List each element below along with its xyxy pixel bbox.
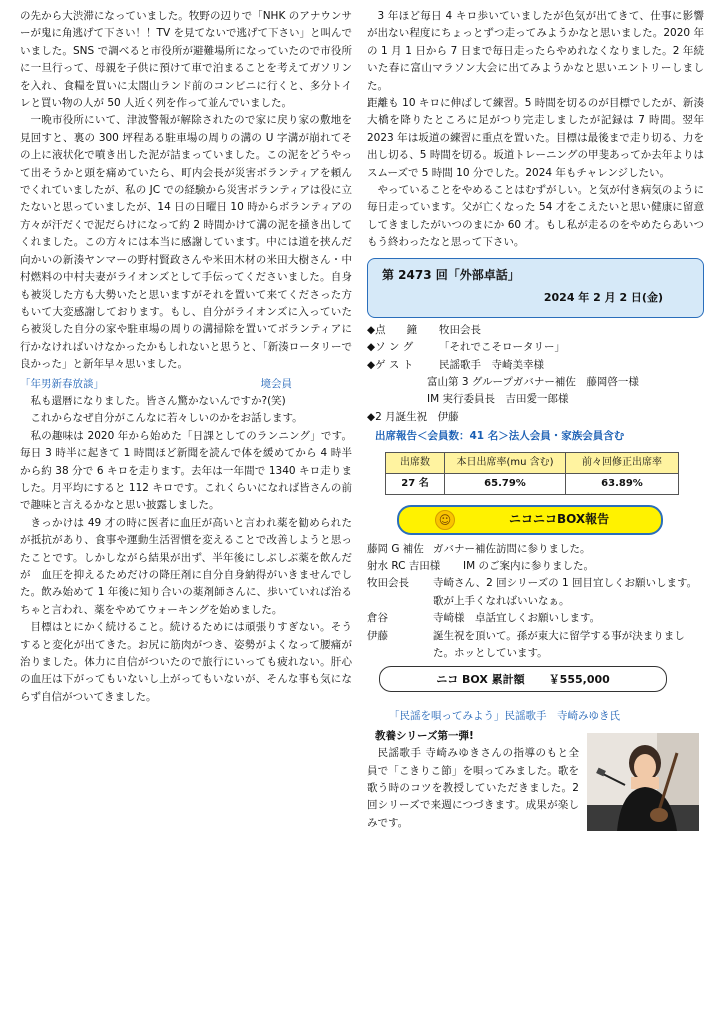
- guest-line: 富山第 3 グループガバナー補佐 藤岡啓一様: [427, 375, 639, 388]
- info-value: 民謡歌手 寺崎美幸様: [439, 358, 544, 371]
- meeting-date: 2024 年 2 月 2 日(金): [543, 290, 663, 304]
- speech-speaker: 境会員: [260, 377, 292, 390]
- info-label: ◆点 鐘: [367, 323, 418, 336]
- paragraph: 3 年ほど毎日 4 キロ歩いていましたが色気が出てきて、仕事に影響が出ない程度にちょっとずつ走ってみようかなと思いました。2020 年の 1 月 1 日から 7 日まで毎日走ったらやめれなくなりました。2 年続いた春に富山マラソン大会に出てみようかなと思いエントリーしました。: [367, 10, 704, 92]
- meeting-title: 第 2473 回「外部卓話」: [382, 267, 520, 282]
- attendance-table: [385, 452, 679, 495]
- niko-who: 倉谷: [367, 612, 388, 625]
- table-cell: 63.89%: [566, 473, 679, 494]
- niko-box-title: ニコニコBOX報告: [509, 511, 610, 526]
- niko-msg: 寺崎様 卓話宜しくお願いします。: [433, 612, 601, 625]
- niko-who: 藤岡 G 補佐: [367, 542, 424, 555]
- table-row: [386, 473, 679, 494]
- folk-paragraph: [367, 745, 579, 832]
- table-header-row: [386, 452, 679, 473]
- niko-total-banner: [379, 666, 667, 692]
- birthday-line: ◆2 月誕生祝 伊藤: [367, 410, 459, 423]
- info-row: [367, 339, 704, 356]
- niko-box-list: [367, 541, 704, 663]
- paragraph: 距離も 10 キロに伸ばして練習。5 時間を切るのが目標でしたが、新湊大橋を降りたところに足がつり完走しましたが記録は 7 時間。翌年 2023 年は坂道の練習に重点を置いた。目標は最後まで走り切る、力を出し切る、5 時間を切る。坂道トレーニングの甲斐あってか去年よりはスムーズで 5 時間 10 分でした。2024 年もチャレンジしたい。: [367, 97, 704, 179]
- niko-msg: ガバナー補佐訪問に参りました。: [433, 542, 591, 555]
- smile-icon: ☺: [435, 510, 455, 530]
- list-item: [367, 575, 704, 610]
- table-header: 出席数: [386, 452, 445, 473]
- list-item: [367, 541, 704, 558]
- attendance-title: 出席報告＜会員数：41 名＞法人会員・家族会員含む: [375, 430, 625, 443]
- info-label: ◆ソ ン グ: [367, 341, 414, 354]
- speech-heading: [20, 376, 352, 393]
- niko-total-label: ニコ BOX 累計額: [436, 672, 525, 686]
- folk-subheading: 教養シリーズ第一弾!: [375, 729, 474, 742]
- folk-heading: 「民謡を唄ってみよう」民謡歌手 寺崎みゆき氏: [389, 710, 620, 723]
- paragraph: やっていることをやめることはむずがしい。と気が付き病気のように毎日走っています。父が亡くなった 54 才をこえたいと思い健康に留意してきましたがいつのまにか 60 才。もし私が走るのをやめたらあいつもう終わったなと思って下さい。: [367, 184, 704, 249]
- right-column: [367, 8, 704, 832]
- niko-who: 射水 RC 吉田様: [367, 559, 441, 572]
- info-row: [367, 357, 704, 374]
- niko-total-value: ￥555,000: [548, 672, 610, 686]
- niko-box-banner: [397, 505, 663, 535]
- info-label: ◆ゲ ス ト: [367, 358, 414, 371]
- niko-msg: 寺崎さん、2 回シリーズの 1 回目宜しくお願いします。歌が上手くなればいいなぁ。: [433, 577, 698, 607]
- paragraph: 民謡歌手 寺崎みゆきさんの指導のもと全員で「こきりこ節」を唄ってみました。歌を歌う時のコツを教授していただきました。2 回シリーズで来週につづきます。成果が楽しみです。: [367, 747, 579, 829]
- list-item: [367, 558, 704, 575]
- paragraph: これからなぜ自分がこんなに若々しいのかをお話します。: [30, 412, 303, 425]
- table-cell: 65.79%: [445, 473, 566, 494]
- speech-title: 「年男新春放談」: [20, 377, 104, 390]
- paragraph: 一晩市役所にいて、津波警報が解除されたので家に戻り家の敷地を見回すと、裏の 300 坪程ある駐車場の周りの溝の U 字溝が崩れてその上に液状化で噴き出した泥が詰まっていました。この泥をどうやって出そうかと頭を痛めていたら、町内会長が災害ボランティアを頼んでくれていましたが、私の JC での経験から災害ボランティアは役に立たないと思っていましたが、14 日の日曜日 10 時からボランティアの方々が汗だくで泥だらけになって約 2 時間かけて溝の泥を掻き出してくれました。この方々には本当に感謝しています。中には道を挟んだ向かいの新湊ヤンマーの野村賢政さんや米田木材の米田大樹さん・中村燃料の中村夫妻がライオンズとして手伝ってくださいました。自身も被災した方も大勢いたと思いますがそれを置いて来てくださった方もいて大変感謝しております。もし、自分がライオンズに入っていたら被災した自分の家や駐車場の周りの溝掃除を置いてボランティアに行かなければいけなかったかもしれないと思うと、「新湊ロータリーで良かった」と新年早々思いました。: [20, 114, 352, 371]
- niko-who: 牧田会長: [367, 577, 409, 590]
- paragraph: の先から大渋滞になっていました。牧野の辺りで「NHK のアナウンサーが鬼に角逃げて下さい！！TV を見てないで逃げて下さい」と叫んでいました。SNS で調べると市役所が避難場所になっていたので市役所に一旦行って、母親を子供に預けて車で泊まることを考えてガソリンを入れ、食糧を買いに太閤山ランド前のコンビニに行くと、多分トイレと買い物の人が 50 人近く列を作って並んでいました。: [20, 10, 352, 110]
- folk-section: [367, 745, 704, 832]
- meeting-info: [367, 322, 704, 426]
- table-cell: 27 名: [386, 473, 445, 494]
- meeting-title-box: [367, 258, 704, 318]
- list-item: [367, 610, 704, 627]
- info-value: 牧田会長: [439, 323, 481, 336]
- singer-photo: [587, 733, 699, 831]
- info-value: 「それでこそロータリー」: [439, 341, 565, 354]
- paragraph: きっかけは 49 才の時に医者に血圧が高いと言われ薬を勧められたが抵抗があり、食事や運動生活習慣を変えることで改善しようと思ったことです。しかしながら結果が出ず、半年後にしぶしぶ薬を飲んだが 血圧を抑えるためだけの降圧剤に自分自身納得がいきませんでした。飲み始めて 1 年後に知り合いの薬剤師さんに、歩いていれば治るちゃと言われ、薬をやめてウォーキングを始めました。: [20, 516, 352, 616]
- niko-msg: IM のご案内に参りました。: [463, 559, 594, 572]
- table-header: 本日出席率(mu 含む): [445, 452, 566, 473]
- table-header: 前々回修正出席率: [566, 452, 679, 473]
- niko-who: 伊藤: [367, 629, 388, 642]
- info-row: [367, 322, 704, 339]
- paragraph: 目標はとにかく続けること。続けるためには頑張りすぎない。そうすると変化が出てきた。お尻に筋肉がつき、姿勢がよくなって腰痛が治りました。体力に自信がついたので旅行にいっても疲れない。肝心の血圧は下がってもいないし上がってもいないが、そんな事も気にならず自信がついてきました。: [20, 621, 352, 703]
- guest-line: IM 実行委員長 吉田愛一郎様: [427, 393, 569, 406]
- paragraph: 私の趣味は 2020 年から始めた「日課としてのランニング」です。毎日 3 時半に起きて 1 時間ほど新聞を読んで体を緩めてから 4 時半から約 38 分で 6 キロを走ります。去年は一年間で 1340 キロ走りました。月平均にすると 112 キロです。これくらいになれば皆さんの前で趣味と言えるかなと思い披露しました。: [20, 429, 352, 512]
- niko-msg: 誕生祝を頂いて。孫が東大に留学する事が決まりました。ホッとしています。: [433, 629, 685, 659]
- left-column: [20, 8, 352, 706]
- paragraph: 私も還暦になりました。皆さん驚かないんですか?(笑): [30, 394, 286, 407]
- list-item: [367, 628, 704, 663]
